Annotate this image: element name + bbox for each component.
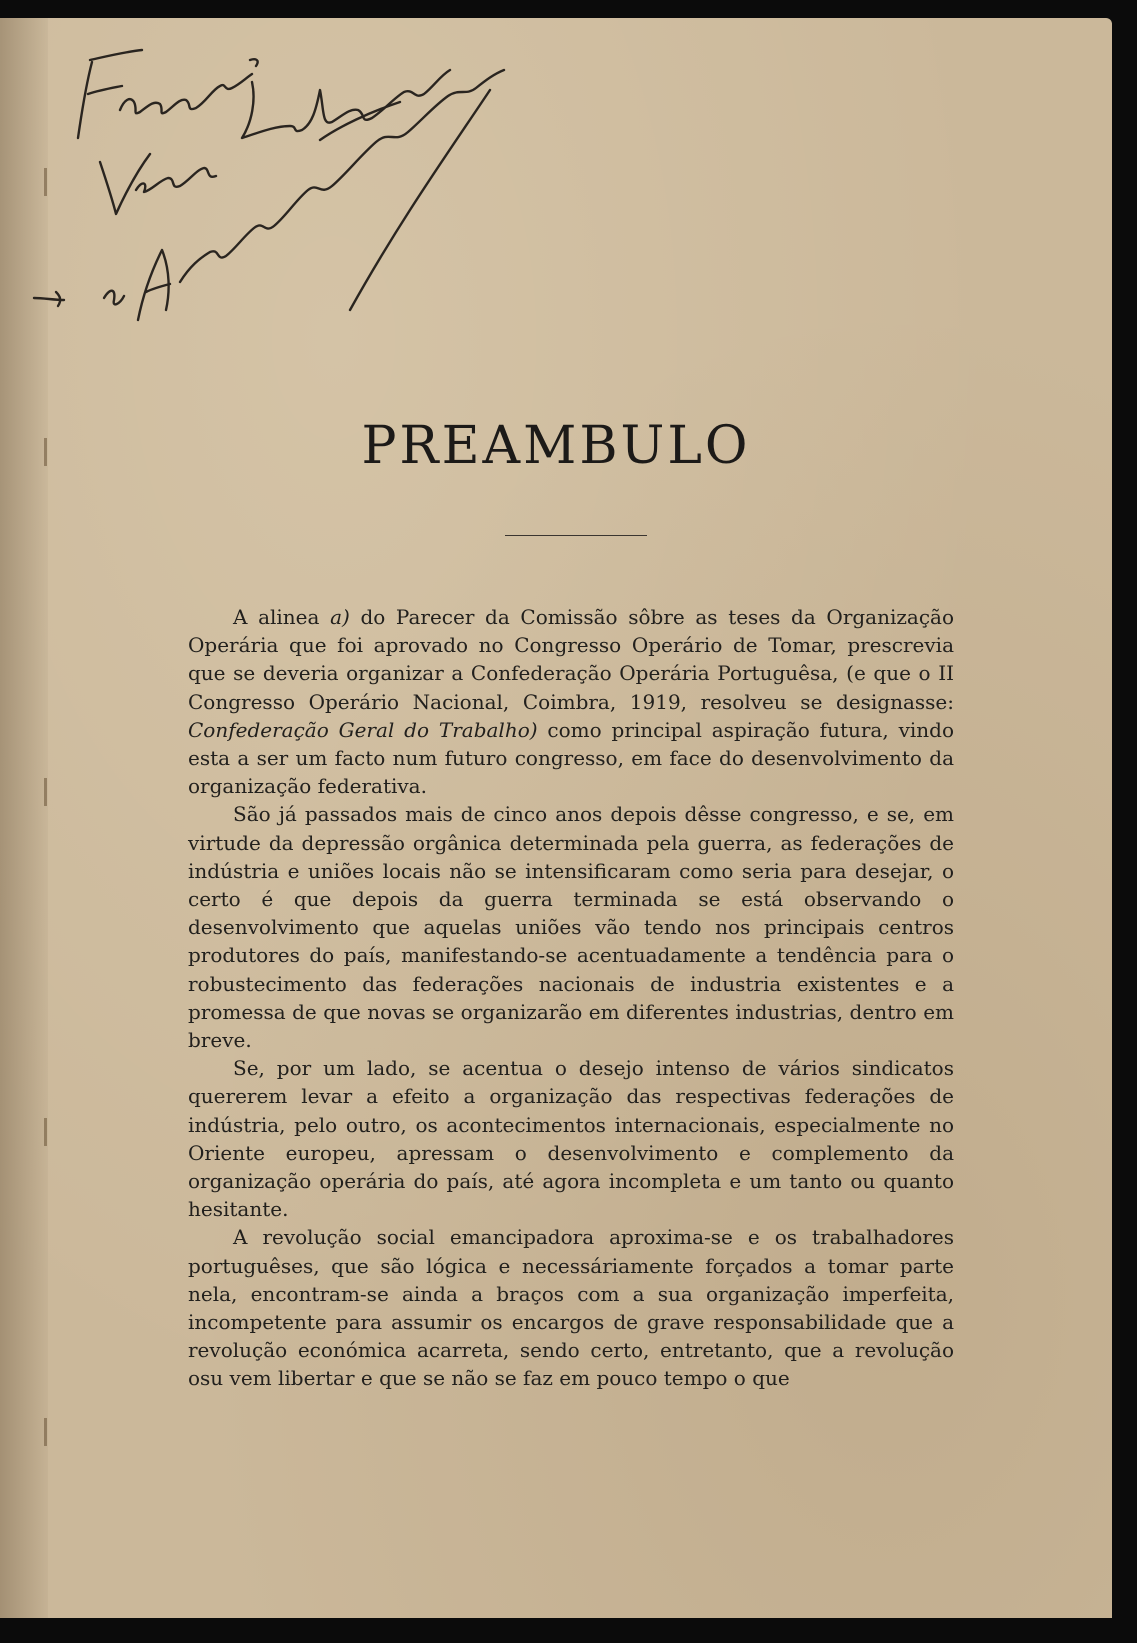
body-text <box>188 603 954 1393</box>
paragraph-1: A alinea a) do Parecer da Comissão sôbre as teses da Organização Operária que foi aprovado no Congresso Operário de Tomar, prescrevia que se deveria organizar a Confederação Operária Portuguêsa, (e que o II Congresso Operário Nacional, Coimbra, 1919, resolveu se designasse: Confederação Geral do Trabalho) como principal aspiração futura, vindo esta a ser um facto num futuro congresso, em face do desenvolvimento da organização federativa. <box>188 605 955 799</box>
document-page <box>0 18 1112 1618</box>
binding-stitch <box>44 778 47 806</box>
handwritten-signature <box>20 30 540 330</box>
binding-stitch <box>44 1118 47 1146</box>
page-title: PREAMBULO <box>361 416 751 476</box>
title-divider <box>505 535 647 536</box>
paragraph-4: A revolução social emancipadora aproxima-se e os trabalhadores portuguêses, que são lógica e necessáriamente forçados a tomar parte nela, encontram-se ainda a braços com a sua organização imperfeita, incompetente para assumir os encargos de grave responsabilidade que a revolução económica acarreta, sendo certo, entretanto, que a revolução osu vem libertar e que se não se faz em pouco tempo o que <box>188 1225 954 1391</box>
paragraph-2: São já passados mais de cinco anos depois dêsse congresso, e se, em virtude da depressão orgânica determinada pela guerra, as federações de indústria e uniões locais não se intensificaram como seria para desejar, o certo é que depois da guerra terminada se está observando o desenvolvimento que aquelas uniões vão tendo nos principais centros produtores do país, manifestando-se acentuadamente a tendência para o robustecimento das federações nacionais de industria existentes e a promessa de que novas se organizarão em diferentes industrias, dentro em breve. <box>188 802 954 1053</box>
paragraph-3: Se, por um lado, se acentua o desejo intenso de vários sindicatos quererem levar a efeito a organização das respectivas federações de indústria, pelo outro, os acontecimentos internacionais, especialmente no Oriente europeu, apressam o desenvolvimento e complemento da organização operária do país, até agora incompleta e um tanto ou quanto hesitante. <box>188 1056 954 1222</box>
binding-stitch <box>44 1418 47 1446</box>
